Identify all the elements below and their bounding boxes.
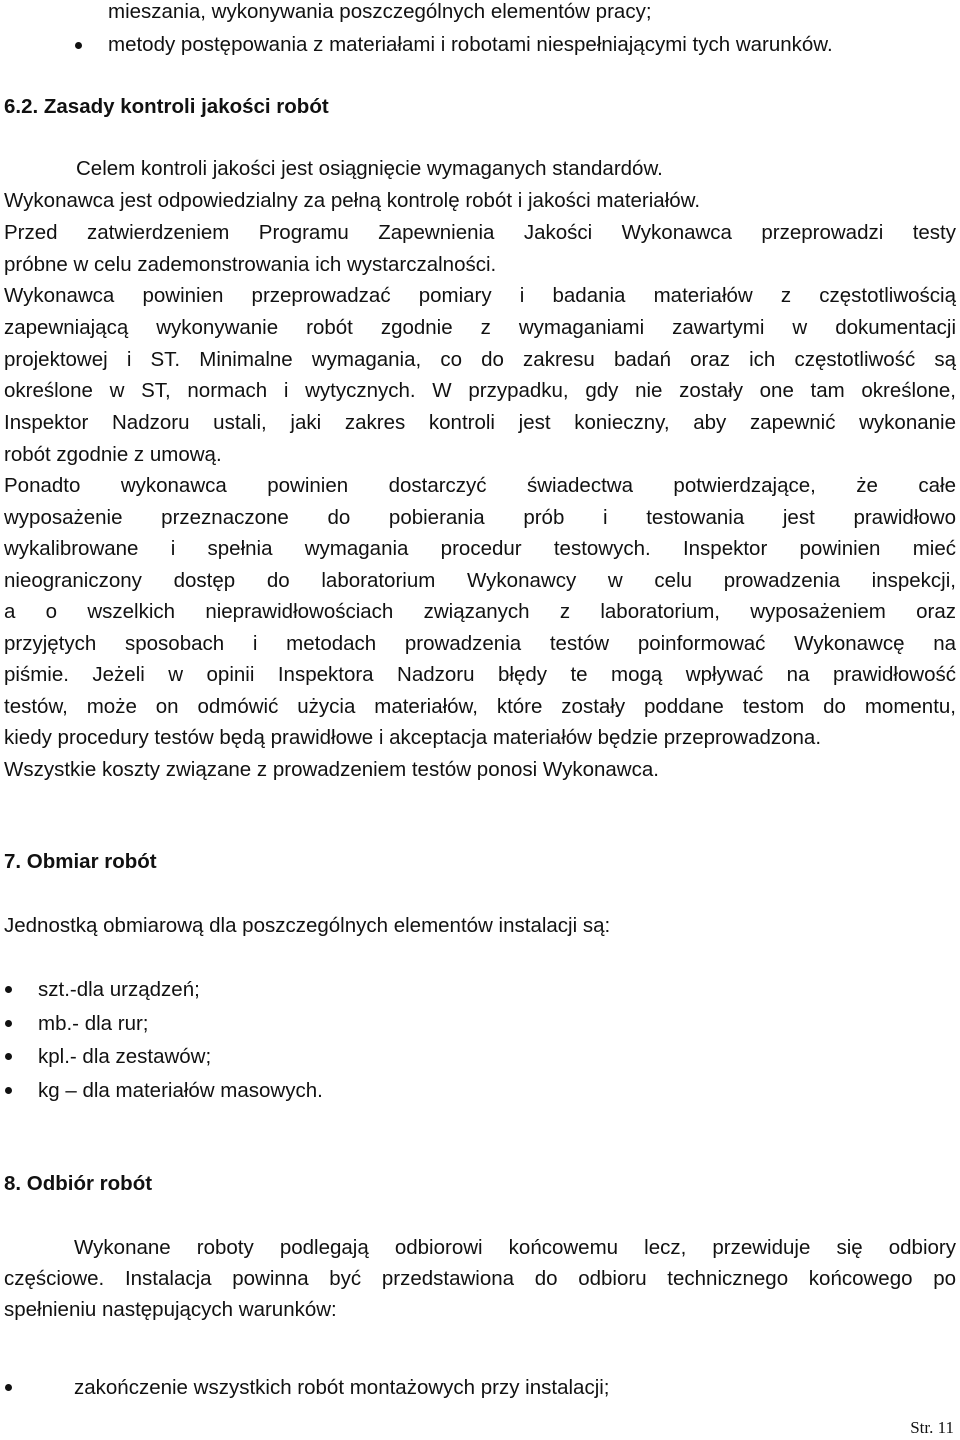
paragraph-line: Inspektor Nadzoru ustali, jaki zakres kontroli jest konieczny, aby zapewnić wykonanie (4, 411, 956, 434)
section-heading: 6.2. Zasady kontroli jakości robót (4, 95, 329, 118)
list-item: zakończenie wszystkich robót montażowych przy instalacji; (74, 1376, 610, 1399)
paragraph-line: testów, może on odmówić użycia materiałów, które zostały poddane testom do momentu, (4, 695, 956, 718)
bullet-icon (5, 1087, 12, 1094)
list-item: mieszania, wykonywania poszczególnych elementów pracy; (108, 0, 652, 23)
paragraph-line: Jednostką obmiarową dla poszczególnych elementów instalacji są: (4, 914, 611, 937)
list-item: metody postępowania z materiałami i robotami niespełniającymi tych warunków. (108, 33, 833, 56)
paragraph-line: kiedy procedury testów będą prawidłowe i akceptacja materiałów będzie przeprowadzona. (4, 726, 822, 749)
paragraph-line: przyjętych sposobach i metodach prowadzenia testów poinformować Wykonawcę na (4, 632, 956, 655)
paragraph-line: zapewniającą wykonywanie robót zgodnie z wymaganiami zawartymi w dokumentacji (4, 316, 956, 339)
paragraph-line: piśmie. Jeżeli w opinii Inspektora Nadzoru błędy te mogą wpływać na prawidłowość (4, 663, 956, 686)
bullet-icon (5, 1384, 12, 1391)
paragraph-line: wykalibrowane i spełnia wymagania procedur testowych. Inspektor powinien mieć (4, 537, 956, 560)
paragraph-line: Ponadto wykonawca powinien dostarczyć świadectwa potwierdzające, że całe (4, 474, 956, 497)
paragraph-line: Wykonane roboty podlegają odbiorowi końcowemu lecz, przewiduje się odbiory (74, 1236, 956, 1259)
paragraph-line: częściowe. Instalacja powinna być przedstawiona do odbioru technicznego końcowego po (4, 1267, 956, 1290)
paragraph-line: nieograniczony dostęp do laboratorium Wykonawcy w celu prowadzenia inspekcji, (4, 569, 956, 592)
list-item: kpl.- dla zestawów; (38, 1045, 212, 1068)
paragraph-line: Przed zatwierdzeniem Programu Zapewnienia Jakości Wykonawca przeprowadzi testy (4, 221, 956, 244)
section-heading: 8. Odbiór robót (4, 1172, 153, 1195)
paragraph-line: a o wszelkich nieprawidłowościach związanych z laboratorium, wyposażeniem oraz (4, 600, 956, 623)
paragraph-line: Wykonawca jest odpowiedzialny za pełną kontrolę robót i jakości materiałów. (4, 189, 701, 212)
paragraph-line: Celem kontroli jakości jest osiągnięcie wymaganych standardów. (76, 157, 663, 180)
paragraph-line: próbne w celu zademonstrowania ich wystarczalności. (4, 253, 497, 276)
bullet-icon (75, 42, 82, 49)
section-heading: 7. Obmiar robót (4, 850, 157, 873)
paragraph-line: robót zgodnie z umową. (4, 443, 222, 466)
paragraph-line: Wszystkie koszty związane z prowadzeniem testów ponosi Wykonawca. (4, 758, 659, 781)
paragraph-line: projektowej i ST. Minimalne wymagania, co do zakresu badań oraz ich częstotliwość są (4, 348, 956, 371)
list-item: kg – dla materiałów masowych. (38, 1079, 323, 1102)
list-item: szt.-dla urządzeń; (38, 978, 200, 1001)
paragraph-line: wyposażenie przeznaczone do pobierania prób i testowania jest prawidłowo (4, 506, 956, 529)
page-number: Str. 11 (910, 1418, 954, 1437)
bullet-icon (5, 1053, 12, 1060)
paragraph-line: spełnieniu następujących warunków: (4, 1298, 337, 1321)
bullet-icon (5, 986, 12, 993)
bullet-icon (5, 1020, 12, 1027)
paragraph-line: określone w ST, normach i wytycznych. W przypadku, gdy nie zostały one tam określone, (4, 379, 956, 402)
paragraph-line: Wykonawca powinien przeprowadzać pomiary i badania materiałów z częstotliwością (4, 284, 956, 307)
list-item: mb.- dla rur; (38, 1012, 149, 1035)
